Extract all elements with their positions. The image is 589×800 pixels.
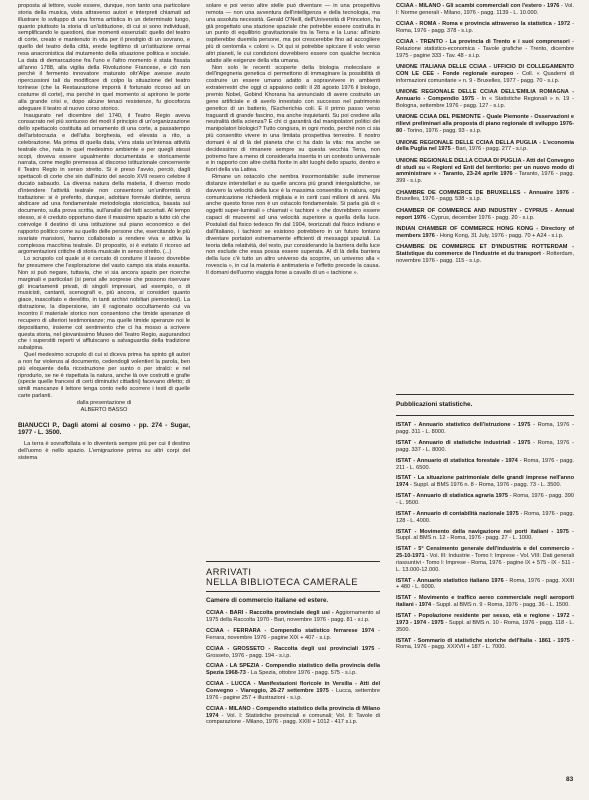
section-subtitle: Camere di commercio italiane ed estere. — [206, 597, 329, 604]
column-left — [18, 3, 190, 462]
list-item: ISTAT - Annuario di statistiche industriali - 1975 - Roma, 1976 - pagg. 337 - L. 8000. — [396, 440, 574, 453]
list-item: CCIAA - LUCCA - Manifestazioni floricole in Versilia - Atti del Convegno - Viareggio, 26-27 settembre 1975 - Lucca, settembre 1976 - pagine 257 + illustrazioni - s.i.p. — [206, 681, 380, 701]
list-item: UNIONE REGIONALE DELLA CCIAA DI PUGLIA - Atti del Convegno di studi su « Regioni ed Enti del territorio: per un nuovo modo di amministrare » - Taranto, 23-24 aprile 1976 - Taranto, 1976 - pagg. 399 - s.i.p. — [396, 157, 574, 185]
list-item: CHAMBER OF COMMERCE AND INDUSTRY - CYPRUS - Annual report 1976 - Cyprus, december 1976 - pagg. 20 - s.i.p. — [396, 207, 574, 221]
signature-intro: dalla presentazione di — [76, 399, 132, 406]
list-item: ISTAT - Annuario di statistica forestale - 1974 - Roma, 1976 - pagg. 211 - L. 6500. — [396, 457, 574, 471]
library-arrivals-section — [206, 561, 380, 791]
paragraph: solare e poi verso altre stelle può diventare — in una prospettiva remota — non una avventura dell'intelligenza e della tecnologia, ma una assoluta necessità. Gerald O'Neill, dell'Università di Princeton, ha già progettato una stazione spaziale che potrebbe essere costruita in un punto di equilibrio gravitazionale tra la Terra e la Luna: all'inizio ospiterebbe duemila persone, ma poi crescerebbe fino ad accogliere più di centomila « coloni ». Di qui si potrebbe spiccare il volo verso altri pianeti, le cui condizioni dovrebbero essere con qualche tecnica adatte alle esigenze della vita umana. — [206, 3, 380, 64]
review-paragraph: La terra è sovraffollata e lo diventerà sempre più per cui il destino dell'uomo è nello spazio. L'emigrazione prima su altri corpi del sistema — [18, 441, 190, 462]
list-item: ISTAT - Popolazione residente per sesso, età e regione - 1972 - 1973 - 1974 - 1975 - Suppl. al BMS n. 10 - Roma, 1976 - pagg. 118 - L. 3500. — [396, 612, 574, 633]
list-item: UNIONE CCIAA DEL PIEMONTE - Quale Piemonte - Osservazioni e rilievi preliminari alla proposta di piano regionale di sviluppo 1976-80 - Torino, 1976 - pagg. 93 - s.i.p. — [396, 114, 574, 135]
page-number: 83 — [566, 776, 574, 783]
list-item: ISTAT - Annuario statistico dell'istruzione - 1975 - Roma, 1976 - pagg. 311 - L. 8000. — [396, 422, 574, 436]
list-item: ISTAT - Movimento e traffico aereo commerciale negli aeroporti italiani - 1974 - Suppl. al BMS n. 9 - Roma, 1976 - pagg. 36 - L. 1500. — [396, 595, 574, 609]
list-item: ISTAT - Annuario di statistica agraria 1975 - Roma, 1976 - pagg. 390 - L. 9500. — [396, 493, 574, 506]
list-item: UNIONE REGIONALE DELLE CCIAA DELL'EMILIA ROMAGNA - Annuario - Compendio 1975 - In « Statistiche Regionali » n. 19 - Bologna, settembre 1976 - pagg. 127 - s.i.p. — [396, 89, 574, 110]
list-item: CCIAA - ROMA - Roma e provincia attraverso la statistica - 1972 - Roma, 1976 - pagg. 378 - s.i.p. — [396, 21, 574, 35]
list-item: ISTAT - Annuario di contabilità nazionale 1975 - Roma, 1976 - pagg. 128 - L. 4000. — [396, 510, 575, 524]
section-divider — [396, 394, 574, 395]
paragraph: Quel medesimo scrupolo di cui si diceva prima ha spinto gli autori a non far violenza al documento, cedendogli volentieri la parola, ben più eloquente della ricostruzione per sunto o per stralci: e nel riprodurlo, se ne è rispettata la natura, anche là ove costrutti e grafie (specie quelle francesi di certi diminutivi cittadini) facevano difetto; di simili mancanze il lettore tenga conto nello scorrere i testi di quelle carte parlanti. — [18, 352, 190, 400]
review-title: BIANUCCI P., Dagli atomi al cosmo - pp. 274 - Sugar, 1977 - L. 3500. — [18, 421, 190, 437]
paragraph: Lo scrupolo col quale si è cercato di condurre il lavoro dovrebbe far presumere che l'esplorazione del vasto campo sia stata esaurita. Non si può negare, tuttavia, che vi sia ancora spazio per ricerche marginali e particolari (si pensi alle sorprese che possono riservare gli incartamenti privati, di singoli impresari, ad esempio, o di musicisti, cantanti, scenografi e, più ancora, si consideri quanto giace, inascoltato e derelitto, in tanti archivi nobiliari piemontesi). La distrazione, la dispersione, sin il ragionato occultamento cui va incontro il materiale storico non consentono che timide speranze di recupero di ulteriori testimonianze; ma quelle timide speranze noi le depositiamo, insieme col sentimento che ci ha mosso a scrivere questa storia, nel giovanissimo Museo del Teatro Regio, augurandoci che i superstiti reperti vi affluiscano a salvaguardia della tradizione subalpina. — [18, 256, 190, 352]
list-item: UNIONE REGIONALE DELLE CCIAA DELLA PUGLIA - L'economia della Puglia nel 1975 - Bari, 1976 - pagg. 277 - s.i.p. — [396, 139, 574, 153]
list-item: CCIAA - GROSSETO - Raccolta degli usi provinciali 1975 - Grosseto, 1976 - pagg. 194 - s.i.p. — [206, 645, 381, 659]
paragraph: Rimane un ostacolo che sembra insormontabile: sulle immense distanze interstellari e su quelle ancora più grandi intergalattiche, se davvero la velocità della luce è la massima consentita in natura, ogni comunicazione richiederà migliaia e in certi casi milioni di anni. Ma anche questo forse non è un ostacolo fondamentale. Si parla già di « oggetti super-luminali » chiamati « tachioni » che dovrebbero essere capaci di muoversi ad una velocità superiore a quella della luce. Postulati dal fisico tedesco fin dal 1904, teorizzati dal fisico indiano e dall'italiano, i tachioni se esistono potrebbero in un futuro lontano diventare portatori estremamente efficienti di messaggi spaziali. La teoria della relatività, del resto, pur considerando la barriera della luce non esclude che essa possa essere superata. Al di là della barriera della luce c'è tutto un altro universo da scoprire, un universo alla « rovescia », in cui la materia è antimateria e l'effetto precede la causa. Il domani dell'uomo viaggia forse a cavallo di un « tachione ». — [206, 174, 380, 276]
list-item: CCIAA - MILANO - Gli scambi commerciali con l'estero - 1976 - Vol. I: Norme generali - Milano, 1976 - pagg. 1139 - L. 10.000. — [396, 3, 574, 16]
column-right — [396, 3, 574, 269]
paragraph: Inaugurato nel dicembre del 1740, il Teatro Regio aveva consacrato nel più sontuoso dei modi il principio di un'organizzazione dello spettacolo costituita ad ornamento di una corte, a passatempo dell'aristocrazia e dell'alta borghesia, ed elevata a rito, a celebrazione. Ma prima di quella data, v'era stata un'intensa attività teatrale che, nata in quel medesimo ambiente e per quegli stessi scopi, doveva essere ugualmente documentata e storicamente narrata, come meglio premessa al discorso istituzionale concernente il Teatro Regio in senso stretto. Si è preso l'avvio, perciò, dagli spettacoli di corte che sin dall'inizio del secolo XVII resero celebre il ducato sabaudo. La diversa natura della materia, il diverso modo d'intendere l'attività teatrale non consentono un'uniformità di trattazione: si è preferito, dunque, adottare formule distinte, senza abdicare ad una fondamentale metodologia storicistica, basata sul documento, sulla prova scritta, sull'analisi dei fatti accertati. Al tempo stesso, si è creduto opportuno dare il massimo spazio a tutto ciò che coinvolge il destino di una istituzione sul piano economico e del rapporto politico come su quello delle persone che, esercitando le più svariate mansioni, hanno collaborato a rendere viva e attiva la complessa macchina teatrale. Di proposito, si è evitato il ricorso ad argomentazioni critiche di storia musicale in senso stretto. (...) — [18, 112, 190, 256]
section-divider — [206, 591, 380, 592]
list-item: INDIAN CHAMBER OF COMMERCE HONG KONG - Directory of members 1976 - Hong Kong, 31 July, 1976 - pagg. 70 + A24 - s.i.p. — [396, 225, 574, 239]
list-item: CCIAA - TRENTO - La provincia di Trento e i suoi comprensori - Relazione statistico-economica - Tavole grafiche - Trento, dicembre 1975 - pagine 333 - Tav. 48 - s.i.p. — [396, 39, 574, 60]
list-item: ISTAT - La situazione patrimoniale delle grandi imprese nell'anno 1974 - Suppl. al BMS 1976 n. 8 - Roma, 1976 - pagg. 73 - L. 3500. — [396, 475, 574, 489]
statistical-publications-section — [396, 394, 574, 655]
list-item: ISTAT - Movimento della navigazione nei porti italiani - 1975 - Suppl. al BMS n. 12 - Roma, 1976 - pagg. 27 - L. 1000. — [396, 528, 574, 542]
list-item: CHAMBRE DE COMMERCE DE BRUXELLES - Annuaire 1976 - Bruxelles, 1976 - pagg. 538 - s.i.p. — [396, 189, 574, 203]
list-item: ISTAT - Sommario di statistiche storiche dell'Italia - 1861 - 1975 - Roma, 1976 - pagg. XXXVII + 187 - L. 7000. — [396, 637, 574, 651]
paragraph: proposta al lettore, vuole essere, dunque, non tanto una particolare storia della musica, vista attraverso autori e interpreti chiamati ad illustrare lo sviluppo di una forma artistica in un determinato luogo, quanto piuttosto la storia di un'istituzione, di cui si sono individuati, semplificando le questioni, due momenti essenziali: quello del teatro di corte, creato e mantenuto in vita per il prestigio di un sovrano, e quello del teatro della città, erede legittimo di un'istituzione ormai resa anacronistica dal mutamento della situazione politica e sociale. La data di demarcazione fra l'uno e l'altro momento è stata fissata all'anno 1788, alla vigilia della Rivoluzione Francese, e ciò non perché il fermento innovatore maturato oltr'Alpe avesse avuto ripercussioni tali da modificare di colpo la situazione del teatro torinese (che la Restaurazione imporrà il fortunato ricorso ad un costume di corte), ma perché in quel momento si aprirono le porte alla grande crisi e, dopo alcune tenaci resistenze, fu giocoforza adeguare il teatro al nuovo corso storico. — [18, 3, 190, 112]
list-item: CCIAA - MILANO - Compendio statistico della provincia di Milano 1974 - Vol. I: Statistiche provinciali e comunali; Vol. II: Tavole di comparazione - Milano, 1976 - pagg. XXIII + 1012 - 417 s.i.p. — [206, 705, 380, 726]
section-subtitle: Pubblicazioni statistiche. — [396, 401, 473, 408]
list-item: CCIAA - FERRARA - Compendio statistico ferrarese 1974 - Ferrara, novembre 1976 - pagine XIX + 407 - s.i.p. — [206, 628, 380, 641]
list-item: CHAMBRE DE COMMERCE ET D'INDUSTRIE ROTTERDAM - Statistique du commerce de l'industrie et du transport - Rotterdam, novembre 1976 - pagg. 115 - s.i.p. — [396, 244, 574, 264]
list-item: CCIAA - BARI - Raccolta provinciale degli usi - Aggiornamento al 1975 della Raccolta 1970 - Bari, novembre 1976 - pagg. 81 - s.i.p. — [206, 610, 381, 624]
list-item: UNIONE ITALIANA DELLE CCIAA - UFFICIO DI COLLEGAMENTO CON LE CEE - Fonde regionale europeo - Coll. « Quaderni di informazioni comunitarie » n. 9 - Bruxelles, 1977 - pagg. 70 - s.i.p. — [396, 64, 574, 85]
section-divider — [396, 415, 574, 416]
section-heading-line1: ARRIVATI — [206, 567, 252, 577]
paragraph: Non solo le recenti scoperte della biologia molecolare e dell'ingegneria genetica ci permettono di immaginare la possibilità di costruire un essere umano adatto a sopravvivere in ambienti extraterrestri che oggi ci appaiono ostili: il 28 agosto 1976 il biologo, premio Nobel, Gobind Khorana ha annunciato di avere costruito un gene artificiale e di averlo innestato con successo nel patrimonio genetico di un batterio, l'Escherichia coli. E il primo passo verso traguardi di grande fascino, ma anche inquietanti. Su poi credere alla neutralità della scienza? E chi ci garantirà dal manipolatori politici dei manipolatori biologici? Tutto congiura, in ogni modo, perché non ci sia più consentito vivere in una limitata prospettiva terrestre. Il nostro domani è al di là del pianeta che ci ha dato la vita: ma anche se decidessimo di rimanere sempre su questa vecchia Terra, non potremo fare a meno di considerarla inserita in un contesto universale e in rapporto con altre civiltà fiorite in altri luoghi dello spazio, dentro e fuori della via Lattea. — [206, 64, 380, 174]
list-item: ISTAT - 5° Censimento generale dell'industria e del commercio - 25-10-1971 - Vol. III: Industrie - Tomo I: Imprese - Vol. VIII: Dati generali riassuntivi - Tomo I: Imprese - Roma, 1976 - pagine IX + 575 - IX - 511 - L. 13.000-12.000. — [396, 546, 574, 573]
list-item: CCIAA - LA SPEZIA - Compendio statistico della provincia della Spezia 1968-73 - La Spezia, ottobre 1976 - pagg. 575 - s.i.p. — [206, 663, 380, 677]
column-middle — [206, 3, 380, 277]
section-heading-line2: NELLA BIBLIOTECA CAMERALE — [206, 577, 359, 587]
signature-name: ALBERTO BASSO — [80, 406, 128, 413]
list-item: ISTAT - Annuario statistico italiano 1976 - Roma, 1976 - pagg. XXIII + 480 - L. 6000. — [396, 577, 575, 591]
